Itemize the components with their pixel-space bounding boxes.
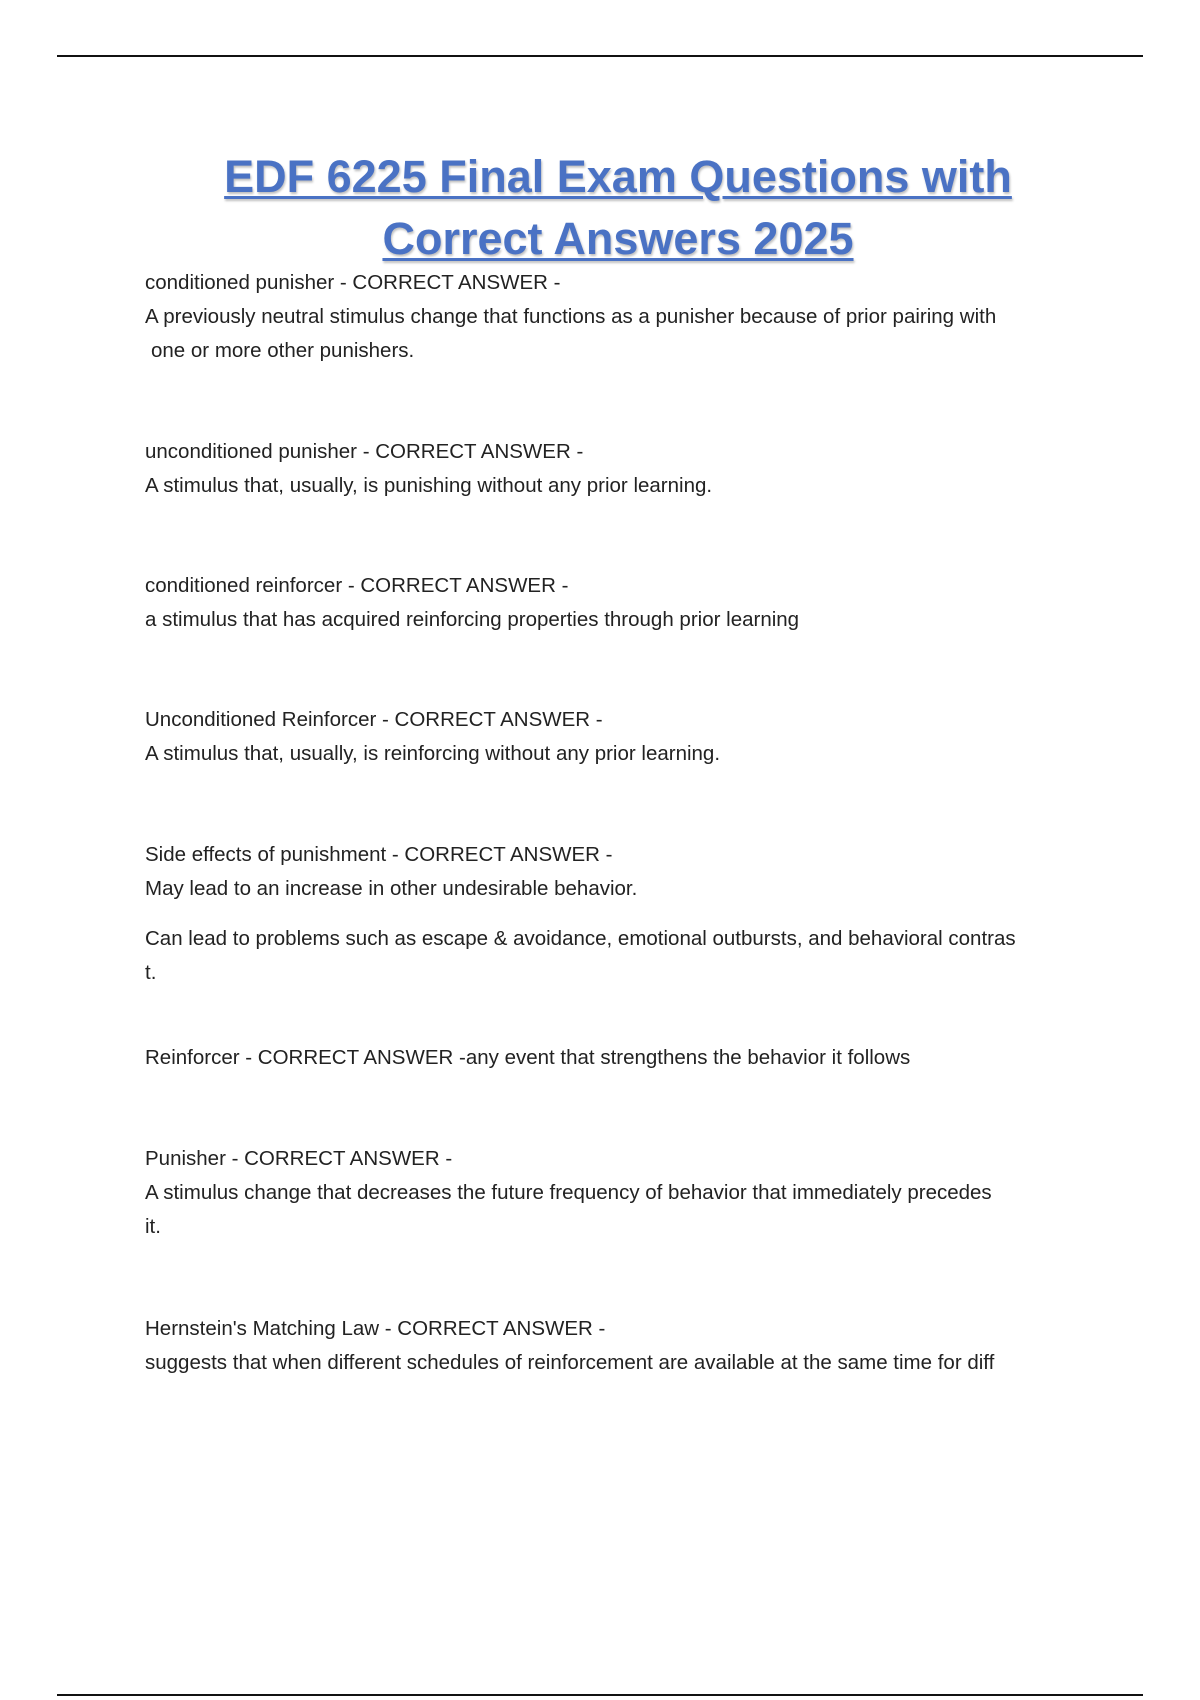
- answer-text: A stimulus that, usually, is punishing without any prior learning.: [145, 474, 713, 497]
- qa-entry: [145, 435, 712, 503]
- qa-entry: [145, 838, 1016, 990]
- answer-text: May lead to an increase in other undesirable behavior.: [145, 877, 638, 900]
- document-title: [100, 146, 1136, 270]
- answer-text: suggests that when different schedules of reinforcement are available at the same time for diff: [145, 1351, 995, 1374]
- question-text: Punisher - CORRECT ANSWER -: [145, 1147, 453, 1170]
- question-text: Hernstein's Matching Law - CORRECT ANSWER -: [145, 1317, 606, 1340]
- title-line-2: Correct Answers 2025: [382, 213, 854, 264]
- qa-entry: [145, 569, 799, 637]
- title-line-1: EDF 6225 Final Exam Questions with: [224, 151, 1012, 202]
- question-text: Reinforcer - CORRECT ANSWER -any event that strengthens the behavior it follows: [145, 1046, 911, 1069]
- qa-entry: [145, 703, 720, 771]
- question-text: conditioned punisher - CORRECT ANSWER -: [145, 271, 561, 294]
- question-text: Unconditioned Reinforcer - CORRECT ANSWER -: [145, 708, 603, 731]
- answer-text: a stimulus that has acquired reinforcing properties through prior learning: [145, 608, 800, 631]
- answer-extra-text: Can lead to problems such as escape & avoidance, emotional outbursts, and behavioral contras: [145, 927, 1016, 950]
- qa-entry: [145, 1312, 994, 1380]
- qa-entry: [145, 1142, 992, 1244]
- top-rule: [57, 55, 1143, 57]
- answer-text: A stimulus change that decreases the future frequency of behavior that immediately precedes: [145, 1181, 992, 1204]
- answer-text-continued: one or more other punishers.: [151, 339, 415, 362]
- question-text: conditioned reinforcer - CORRECT ANSWER -: [145, 574, 569, 597]
- answer-extra-text-continued: t.: [145, 961, 157, 984]
- answer-text: A previously neutral stimulus change that functions as a punisher because of prior pairing with: [145, 305, 997, 328]
- answer-text: A stimulus that, usually, is reinforcing without any prior learning.: [145, 742, 721, 765]
- question-text: unconditioned punisher - CORRECT ANSWER -: [145, 440, 584, 463]
- bottom-rule: [57, 1694, 1143, 1696]
- qa-entry: [145, 266, 996, 368]
- qa-entry: [145, 1041, 910, 1075]
- answer-text-continued: it.: [145, 1215, 161, 1238]
- question-text: Side effects of punishment - CORRECT ANSWER -: [145, 843, 613, 866]
